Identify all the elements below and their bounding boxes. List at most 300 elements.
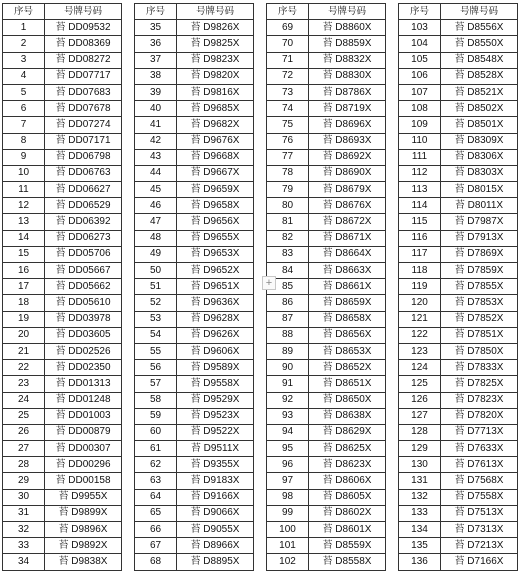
table-row — [3, 230, 122, 246]
plate-number: 苔 D9628X — [177, 311, 254, 327]
row-index: 49 — [135, 246, 177, 262]
plate-number: 苔 D8653X — [309, 343, 386, 359]
table-row — [399, 165, 518, 181]
row-index: 125 — [399, 376, 441, 392]
plate-number: 苔 DD07171 — [45, 133, 122, 149]
table-row — [135, 117, 254, 133]
row-index: 70 — [267, 36, 309, 52]
plate-number: 苔 D9667X — [177, 165, 254, 181]
table-row — [135, 165, 254, 181]
table-row — [267, 149, 386, 165]
plate-number: 苔 D9651X — [177, 279, 254, 295]
plate-number: 苔 D8501X — [441, 117, 518, 133]
table-row — [3, 101, 122, 117]
row-index: 38 — [135, 68, 177, 84]
plate-number: 苔 DD03605 — [45, 327, 122, 343]
row-index: 88 — [267, 327, 309, 343]
table-row — [3, 214, 122, 230]
table-row — [267, 165, 386, 181]
table-row — [3, 538, 122, 554]
plate-number: 苔 D8528X — [441, 68, 518, 84]
plate-number: 苔 D9606X — [177, 343, 254, 359]
plate-number: 苔 D8548X — [441, 52, 518, 68]
table-row — [267, 457, 386, 473]
row-index: 100 — [267, 522, 309, 538]
row-index: 124 — [399, 360, 441, 376]
row-index: 15 — [3, 246, 45, 262]
plate-number: 苔 D8521X — [441, 84, 518, 100]
header-index: 序号 — [267, 4, 309, 20]
row-index: 4 — [3, 68, 45, 84]
plate-number: 苔 D8623X — [309, 457, 386, 473]
table-row — [135, 424, 254, 440]
table-row — [135, 376, 254, 392]
table-row — [267, 68, 386, 84]
table-row — [3, 182, 122, 198]
plate-number: 苔 D8502X — [441, 101, 518, 117]
row-index: 6 — [3, 101, 45, 117]
table-row — [267, 327, 386, 343]
row-index: 104 — [399, 36, 441, 52]
table-row — [3, 68, 122, 84]
table-row — [3, 554, 122, 570]
table-row — [3, 408, 122, 424]
row-index: 134 — [399, 522, 441, 538]
row-index: 54 — [135, 327, 177, 343]
plate-number: 苔 D9658X — [177, 198, 254, 214]
row-index: 7 — [3, 117, 45, 133]
table-row — [3, 522, 122, 538]
plate-number: 苔 D7313X — [441, 522, 518, 538]
table-row — [267, 554, 386, 570]
table-row — [3, 457, 122, 473]
table-add-handle[interactable]: + — [262, 276, 276, 290]
plate-number: 苔 D9652X — [177, 263, 254, 279]
plate-number: 苔 D8860X — [309, 20, 386, 36]
table-row — [135, 343, 254, 359]
plate-number: 苔 D9659X — [177, 182, 254, 198]
row-index: 63 — [135, 473, 177, 489]
row-index: 34 — [3, 554, 45, 570]
table-row — [399, 133, 518, 149]
row-index: 81 — [267, 214, 309, 230]
row-index: 41 — [135, 117, 177, 133]
plate-number: 苔 D7987X — [441, 214, 518, 230]
plate-number: 苔 D8692X — [309, 149, 386, 165]
plate-number: 苔 D7613X — [441, 457, 518, 473]
table-row — [3, 246, 122, 262]
plate-number: 苔 DD03978 — [45, 311, 122, 327]
table-row — [135, 554, 254, 570]
row-index: 131 — [399, 473, 441, 489]
table-row — [3, 117, 122, 133]
table-row — [135, 133, 254, 149]
plate-number: 苔 D7833X — [441, 360, 518, 376]
plate-number: 苔 D7913X — [441, 230, 518, 246]
plate-number: 苔 D9682X — [177, 117, 254, 133]
table-row — [399, 522, 518, 538]
row-index: 40 — [135, 101, 177, 117]
row-index: 101 — [267, 538, 309, 554]
table-row — [3, 360, 122, 376]
table-row — [267, 36, 386, 52]
row-index: 78 — [267, 165, 309, 181]
row-index: 35 — [135, 20, 177, 36]
row-index: 97 — [267, 473, 309, 489]
plate-number: 苔 D8664X — [309, 246, 386, 262]
plate-number: 苔 D7850X — [441, 343, 518, 359]
table-row — [135, 198, 254, 214]
plate-number: 苔 D7853X — [441, 295, 518, 311]
row-index: 9 — [3, 149, 45, 165]
row-index: 120 — [399, 295, 441, 311]
row-index: 10 — [3, 165, 45, 181]
row-index: 96 — [267, 457, 309, 473]
plate-number: 苔 DD07274 — [45, 117, 122, 133]
plate-number: 苔 D8629X — [309, 424, 386, 440]
plate-number: 苔 D7820X — [441, 408, 518, 424]
plate-number: 苔 D7713X — [441, 424, 518, 440]
row-index: 130 — [399, 457, 441, 473]
plate-table-4 — [398, 3, 518, 571]
table-row — [399, 246, 518, 262]
header-index: 序号 — [399, 4, 441, 20]
row-index: 76 — [267, 133, 309, 149]
table-row — [267, 473, 386, 489]
row-index: 87 — [267, 311, 309, 327]
table-row — [399, 392, 518, 408]
plate-number: 苔 D9838X — [45, 554, 122, 570]
row-index: 86 — [267, 295, 309, 311]
table-row — [3, 489, 122, 505]
row-index: 79 — [267, 182, 309, 198]
plate-number: 苔 D8625X — [309, 441, 386, 457]
table-row — [135, 263, 254, 279]
row-index: 1 — [3, 20, 45, 36]
plate-number: 苔 D8671X — [309, 230, 386, 246]
row-index: 56 — [135, 360, 177, 376]
plate-number: 苔 D9522X — [177, 424, 254, 440]
plate-number: 苔 D9523X — [177, 408, 254, 424]
row-index: 90 — [267, 360, 309, 376]
table-row — [399, 198, 518, 214]
plate-number: 苔 D9668X — [177, 149, 254, 165]
table-row — [267, 343, 386, 359]
row-index: 136 — [399, 554, 441, 570]
row-index: 127 — [399, 408, 441, 424]
table-row — [135, 457, 254, 473]
plate-table-3 — [266, 3, 386, 571]
table-row — [267, 360, 386, 376]
plate-number: 苔 D8309X — [441, 133, 518, 149]
header-row — [267, 4, 386, 20]
row-index: 14 — [3, 230, 45, 246]
table-row — [267, 198, 386, 214]
row-index: 11 — [3, 182, 45, 198]
plate-number: 苔 D8656X — [309, 327, 386, 343]
row-index: 30 — [3, 489, 45, 505]
table-row — [267, 246, 386, 262]
table-row — [399, 457, 518, 473]
table-row — [3, 441, 122, 457]
table-row — [399, 295, 518, 311]
row-index: 43 — [135, 149, 177, 165]
row-index: 21 — [3, 343, 45, 359]
table-row — [135, 327, 254, 343]
plate-number: 苔 D9529X — [177, 392, 254, 408]
plate-number: 苔 DD08272 — [45, 52, 122, 68]
row-index: 52 — [135, 295, 177, 311]
table-row — [399, 149, 518, 165]
row-index: 107 — [399, 84, 441, 100]
plate-number: 苔 D8015X — [441, 182, 518, 198]
row-index: 27 — [3, 441, 45, 457]
plate-number: 苔 DD06529 — [45, 198, 122, 214]
plate-number: 苔 DD00879 — [45, 424, 122, 440]
plate-number: 苔 D7855X — [441, 279, 518, 295]
row-index: 68 — [135, 554, 177, 570]
plate-number: 苔 DD06392 — [45, 214, 122, 230]
plate-number: 苔 D7166X — [441, 554, 518, 570]
row-index: 89 — [267, 343, 309, 359]
table-row — [399, 343, 518, 359]
plate-number: 苔 D9816X — [177, 84, 254, 100]
row-index: 20 — [3, 327, 45, 343]
header-plate: 号牌号码 — [177, 4, 254, 20]
plate-number: 苔 D7823X — [441, 392, 518, 408]
row-index: 58 — [135, 392, 177, 408]
table-row — [267, 182, 386, 198]
plate-number: 苔 D8859X — [309, 36, 386, 52]
plate-number: 苔 DD05667 — [45, 263, 122, 279]
table-row — [399, 52, 518, 68]
table-row — [135, 36, 254, 52]
table-row — [3, 165, 122, 181]
row-index: 60 — [135, 424, 177, 440]
row-index: 85 — [267, 279, 309, 295]
plate-number: 苔 DD06763 — [45, 165, 122, 181]
row-index: 66 — [135, 522, 177, 538]
row-index: 92 — [267, 392, 309, 408]
plate-number: 苔 DD00158 — [45, 473, 122, 489]
row-index: 8 — [3, 133, 45, 149]
table-row — [399, 68, 518, 84]
table-row — [3, 52, 122, 68]
table-row — [399, 279, 518, 295]
table-row — [399, 360, 518, 376]
table-row — [399, 408, 518, 424]
table-row — [3, 505, 122, 521]
row-index: 69 — [267, 20, 309, 36]
plate-number: 苔 D7851X — [441, 327, 518, 343]
plate-number: 苔 DD01313 — [45, 376, 122, 392]
row-index: 13 — [3, 214, 45, 230]
plate-number: 苔 D8650X — [309, 392, 386, 408]
plate-number: 苔 D8966X — [177, 538, 254, 554]
plate-number: 苔 D8679X — [309, 182, 386, 198]
row-index: 135 — [399, 538, 441, 554]
table-row — [267, 117, 386, 133]
plate-number: 苔 D8661X — [309, 279, 386, 295]
table-row — [267, 20, 386, 36]
table-row — [135, 20, 254, 36]
row-index: 23 — [3, 376, 45, 392]
row-index: 109 — [399, 117, 441, 133]
row-index: 24 — [3, 392, 45, 408]
plate-number: 苔 DD06273 — [45, 230, 122, 246]
table-row — [135, 489, 254, 505]
plate-number: 苔 D8559X — [309, 538, 386, 554]
table-row — [135, 473, 254, 489]
row-index: 132 — [399, 489, 441, 505]
table-row — [135, 441, 254, 457]
row-index: 61 — [135, 441, 177, 457]
row-index: 18 — [3, 295, 45, 311]
row-index: 84 — [267, 263, 309, 279]
plate-number: 苔 D8676X — [309, 198, 386, 214]
plate-number: 苔 DD01003 — [45, 408, 122, 424]
plate-number: 苔 D8011X — [441, 198, 518, 214]
row-index: 77 — [267, 149, 309, 165]
row-index: 73 — [267, 84, 309, 100]
row-index: 22 — [3, 360, 45, 376]
plate-number: 苔 D8556X — [441, 20, 518, 36]
plate-number: 苔 D9892X — [45, 538, 122, 554]
plate-number: 苔 DD07683 — [45, 84, 122, 100]
table-row — [3, 279, 122, 295]
table-row — [267, 408, 386, 424]
row-index: 51 — [135, 279, 177, 295]
table-row — [267, 505, 386, 521]
table-row — [3, 263, 122, 279]
plate-number: 苔 D9055X — [177, 522, 254, 538]
row-index: 42 — [135, 133, 177, 149]
plate-number: 苔 DD02526 — [45, 343, 122, 359]
plate-number: 苔 D9955X — [45, 489, 122, 505]
row-index: 39 — [135, 84, 177, 100]
table-row — [3, 392, 122, 408]
plate-number: 苔 DD05662 — [45, 279, 122, 295]
plate-number: 苔 D9183X — [177, 473, 254, 489]
plate-number: 苔 D8550X — [441, 36, 518, 52]
row-index: 19 — [3, 311, 45, 327]
plate-number: 苔 D9825X — [177, 36, 254, 52]
plate-number: 苔 D9589X — [177, 360, 254, 376]
table-row — [135, 230, 254, 246]
row-index: 75 — [267, 117, 309, 133]
table-row — [135, 68, 254, 84]
table-row — [267, 311, 386, 327]
row-index: 29 — [3, 473, 45, 489]
table-row — [399, 117, 518, 133]
row-index: 71 — [267, 52, 309, 68]
table-row — [135, 182, 254, 198]
plate-number: 苔 DD07717 — [45, 68, 122, 84]
table-row — [3, 424, 122, 440]
header-index: 序号 — [135, 4, 177, 20]
plate-number: 苔 DD06798 — [45, 149, 122, 165]
plate-number: 苔 D7568X — [441, 473, 518, 489]
table-row — [399, 84, 518, 100]
row-index: 111 — [399, 149, 441, 165]
table-row — [3, 84, 122, 100]
plate-number: 苔 DD05610 — [45, 295, 122, 311]
row-index: 93 — [267, 408, 309, 424]
table-row — [399, 376, 518, 392]
row-index: 36 — [135, 36, 177, 52]
plate-table-1 — [2, 3, 122, 571]
plate-number: 苔 D9355X — [177, 457, 254, 473]
plate-number: 苔 DD06627 — [45, 182, 122, 198]
plate-number: 苔 D8693X — [309, 133, 386, 149]
row-index: 121 — [399, 311, 441, 327]
plate-number: 苔 DD09532 — [45, 20, 122, 36]
table-row — [267, 424, 386, 440]
plate-number: 苔 D8658X — [309, 311, 386, 327]
row-index: 44 — [135, 165, 177, 181]
plate-number: 苔 D8786X — [309, 84, 386, 100]
plate-number: 苔 D7869X — [441, 246, 518, 262]
table-row — [267, 263, 386, 279]
table-row — [267, 214, 386, 230]
table-row — [3, 133, 122, 149]
table-row — [135, 392, 254, 408]
header-row — [135, 4, 254, 20]
table-row — [267, 84, 386, 100]
row-index: 32 — [3, 522, 45, 538]
table-row — [399, 327, 518, 343]
table-row — [267, 295, 386, 311]
plate-number: 苔 DD01248 — [45, 392, 122, 408]
table-row — [399, 20, 518, 36]
plate-table-2 — [134, 3, 254, 571]
table-row — [399, 441, 518, 457]
row-index: 126 — [399, 392, 441, 408]
row-index: 26 — [3, 424, 45, 440]
header-plate: 号牌号码 — [45, 4, 122, 20]
table-row — [3, 198, 122, 214]
table-row — [399, 538, 518, 554]
table-row — [3, 36, 122, 52]
plate-number: 苔 D8659X — [309, 295, 386, 311]
row-index: 28 — [3, 457, 45, 473]
row-index: 64 — [135, 489, 177, 505]
plate-number: 苔 D7859X — [441, 263, 518, 279]
table-row — [399, 230, 518, 246]
row-index: 94 — [267, 424, 309, 440]
table-row — [267, 279, 386, 295]
row-index: 116 — [399, 230, 441, 246]
table-row — [3, 473, 122, 489]
row-index: 129 — [399, 441, 441, 457]
table-row — [135, 538, 254, 554]
table-row — [135, 505, 254, 521]
row-index: 99 — [267, 505, 309, 521]
row-index: 65 — [135, 505, 177, 521]
row-index: 112 — [399, 165, 441, 181]
plate-number: 苔 D8672X — [309, 214, 386, 230]
table-row — [135, 101, 254, 117]
table-row — [267, 538, 386, 554]
row-index: 102 — [267, 554, 309, 570]
plate-number: 苔 D9676X — [177, 133, 254, 149]
plate-number: 苔 D9558X — [177, 376, 254, 392]
row-index: 83 — [267, 246, 309, 262]
table-row — [267, 230, 386, 246]
row-index: 3 — [3, 52, 45, 68]
plate-number: 苔 D9685X — [177, 101, 254, 117]
row-index: 12 — [3, 198, 45, 214]
